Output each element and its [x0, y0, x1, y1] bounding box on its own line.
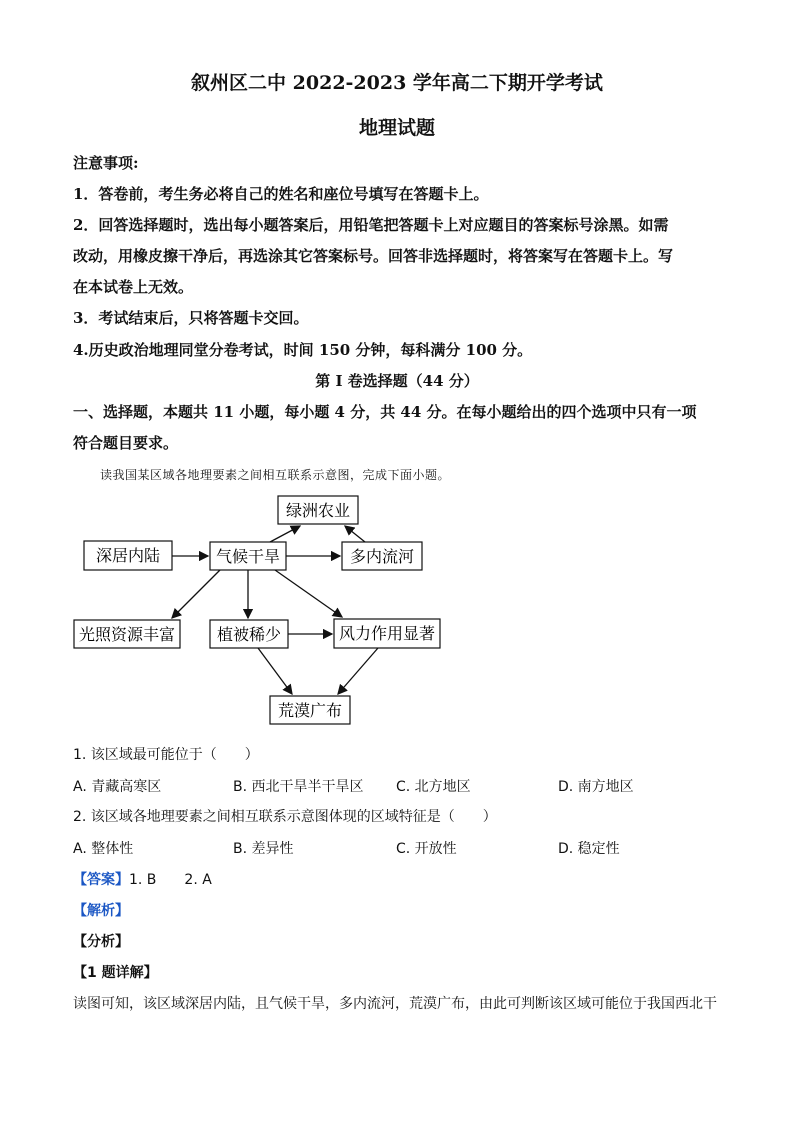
- answer-value: 1. B 2. A: [129, 872, 212, 888]
- node-arid: 气候干旱: [215, 547, 281, 566]
- section-title: 第 I 卷选择题（44 分）: [315, 372, 479, 390]
- detail-tag: 【1 题详解】: [73, 965, 158, 981]
- question-1-option-b: B. 西北干旱半干旱区: [233, 779, 364, 795]
- question-2-stem: 2. 该区域各地理要素之间相互联系示意图体现的区域特征是（ ）: [73, 809, 497, 825]
- node-oasis: 绿洲农业: [285, 501, 351, 520]
- relationship-diagram: [60, 490, 460, 730]
- node-desert: 荒漠广布: [277, 701, 343, 720]
- node-wind: 风力作用显著: [338, 624, 436, 643]
- exam-title: 叙州区二中 2022-2023 学年高二下期开学考试: [191, 72, 603, 94]
- section-instruction-line-2: 符合题目要求。: [73, 434, 179, 452]
- question-2-option-b: B. 差异性: [233, 841, 294, 857]
- question-2-option-c: C. 开放性: [396, 841, 457, 857]
- question-2-option-d: D. 稳定性: [558, 841, 620, 857]
- section-instruction-line-1: 一、选择题，本题共 11 小题，每小题 4 分，共 44 分。在每小题给出的四个选项中只有一项: [73, 403, 697, 421]
- notice-item-4: 4.历史政治地理同堂分卷考试，时间 150 分钟，每科满分 100 分。: [73, 341, 533, 359]
- arrow-arid-sun: [172, 570, 220, 618]
- detail-text: 读图可知，该区域深居内陆，且气候干旱，多内流河，荒漠广布，由此可判断该区域可能位于我国西北干: [73, 996, 717, 1012]
- arrow-arid-wind: [275, 570, 342, 617]
- analysis-tag: 【解析】: [73, 903, 129, 919]
- notice-item-2-line-1: 2．回答选择题时，选出每小题答案后，用铅笔把答题卡上对应题目的答案标号涂黑。如需: [73, 216, 669, 234]
- notice-item-3: 3．考试结束后，只将答题卡交回。: [73, 309, 309, 327]
- answer-tag: 【答案】: [73, 872, 129, 888]
- question-intro: 读我国某区域各地理要素之间相互联系示意图，完成下面小题。: [100, 468, 451, 482]
- node-inland: 深居内陆: [95, 546, 161, 565]
- question-1-option-c: C. 北方地区: [396, 779, 471, 795]
- question-1-stem: 1. 该区域最可能位于（ ）: [73, 747, 259, 763]
- exam-subtitle: 地理试题: [358, 117, 435, 139]
- fenxi-tag: 【分析】: [73, 934, 129, 950]
- node-sun: 光照资源丰富: [78, 625, 176, 644]
- arrow-wind-desert: [338, 648, 378, 694]
- question-1-option-a: A. 青藏高寒区: [73, 779, 162, 795]
- question-2-option-a: A. 整体性: [73, 841, 134, 857]
- node-veg: 植被稀少: [216, 625, 282, 644]
- notice-heading: 注意事项:: [73, 154, 139, 172]
- answer-line: [73, 869, 212, 889]
- notice-item-2-line-3: 在本试卷上无效。: [73, 278, 194, 296]
- arrow-veg-desert: [258, 648, 292, 694]
- notice-item-2-line-2: 改动，用橡皮擦干净后，再选涂其它答案标号。回答非选择题时，将答案写在答题卡上。写: [73, 247, 674, 265]
- question-1-option-d: D. 南方地区: [558, 779, 634, 795]
- arrow-rivers-oasis: [345, 526, 365, 542]
- notice-item-1: 1．答卷前，考生务必将自己的姓名和座位号填写在答题卡上。: [73, 185, 489, 203]
- node-rivers: 多内流河: [349, 547, 415, 566]
- arrow-arid-oasis: [270, 526, 300, 542]
